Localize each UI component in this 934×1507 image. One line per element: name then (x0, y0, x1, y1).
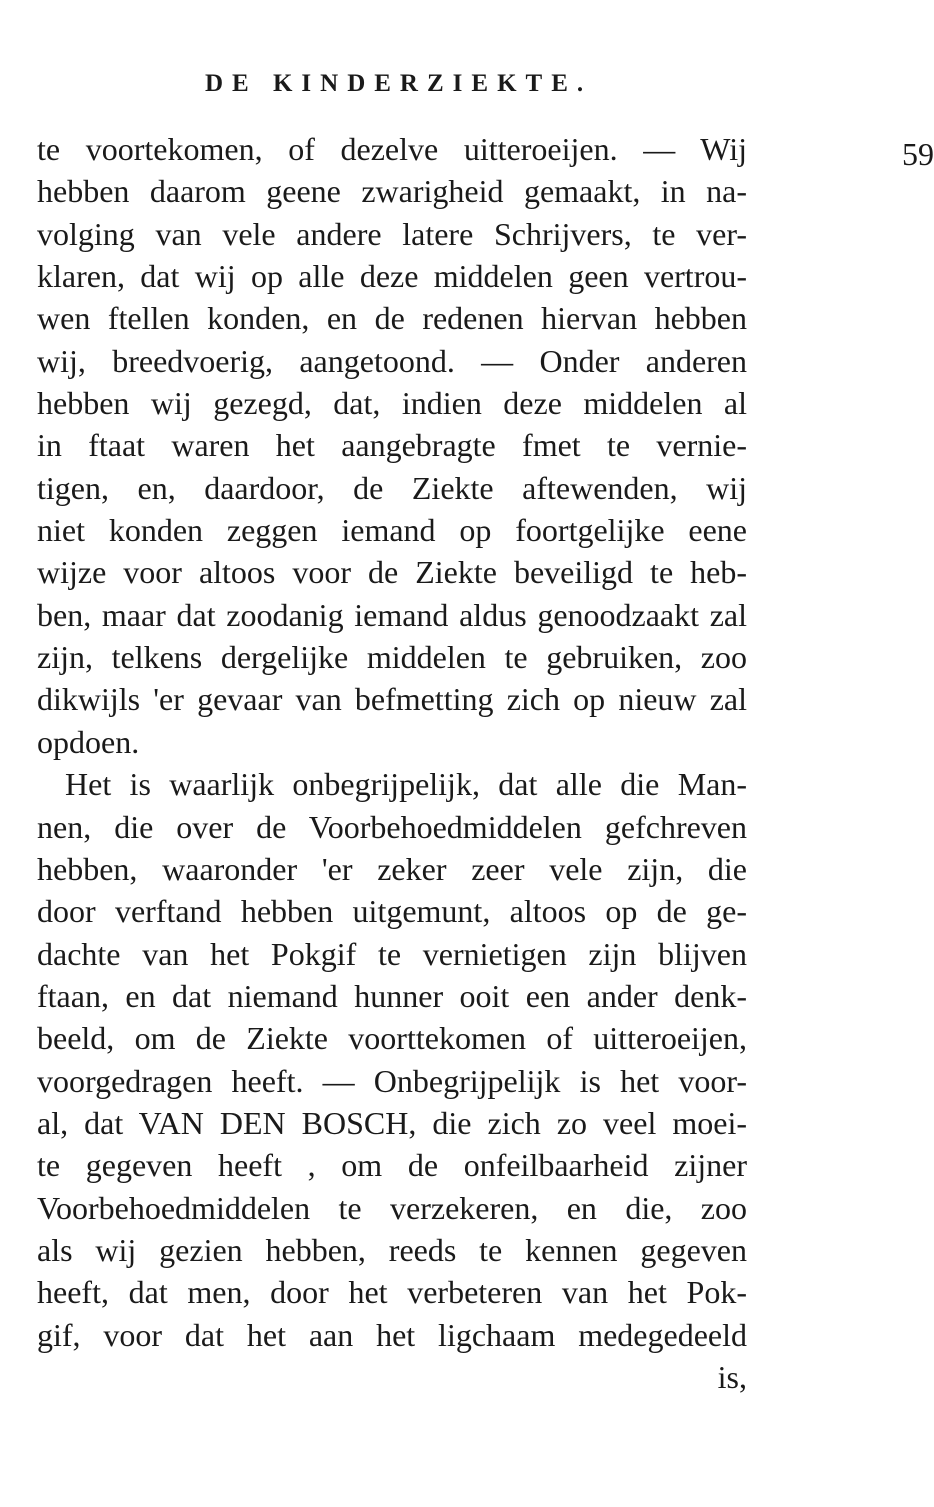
text-line: te voortekomen, of dezelve uitteroeijen. — Wij (37, 131, 747, 167)
text-line: door verftand hebben uitgemunt, altoos op de ge- (37, 893, 747, 930)
text-line: wij, breedvoerig, aangetoond. — Onder anderen (37, 342, 747, 379)
text-line: zijn, telkens dergelijke middelen te gebruiken, zoo (37, 639, 747, 676)
text-line: al, dat VAN DEN BOSCH, die zich zo veel moei- (37, 1104, 747, 1141)
running-title: DE KINDERZIEKTE. (205, 70, 593, 97)
body-text (37, 128, 747, 1398)
text-line: wijze voor altoos voor de Ziekte beveiligd te heb- (37, 554, 747, 591)
text-line: voorgedragen heeft. — Onbegrijpelijk is het voor- (37, 1062, 747, 1099)
text-line: in ftaat waren het aangebragte fmet te vernie- (37, 427, 747, 464)
text-line: klaren, dat wij op alle deze middelen geen vertrou- (37, 258, 747, 295)
text-line: wen ftellen konden, en de redenen hiervan hebben (37, 300, 747, 337)
text-line: nen, die over de Voorbehoedmiddelen gefchreven (37, 808, 747, 845)
text-line: ben, maar dat zoodanig iemand aldus genoodzaakt zal (37, 596, 747, 633)
text-line: dachte van het Pokgif te vernietigen zijn blijven (37, 935, 747, 972)
paragraph-start-line: Het is waarlijk onbegrijpelijk, dat alle die Man- (65, 766, 747, 803)
text-line: hebben daarom geene zwarigheid gemaakt, in na- (37, 173, 747, 210)
text-line: heeft, dat men, door het verbeteren van het Pok- (37, 1274, 747, 1311)
text-line: dikwijls 'er gevaar van befmetting zich op nieuw zal (37, 681, 747, 718)
text-line: Voorbehoedmiddelen te verzekeren, en die, zoo (37, 1189, 747, 1226)
text-line: hebben, waaronder 'er zeker zeer vele zijn, die (37, 850, 747, 887)
text-line: hebben wij gezegd, dat, indien deze middelen al (37, 385, 747, 422)
text-line: gif, voor dat het aan het ligchaam medegedeeld (37, 1316, 747, 1353)
text-line: als wij gezien hebben, reeds te kennen gegeven (37, 1231, 747, 1268)
page-number: 59 (902, 136, 934, 172)
text-line: te gegeven heeft , om de onfeilbaarheid zijner (37, 1147, 747, 1184)
text-line: tigen, en, daardoor, de Ziekte aftewenden, wij (37, 469, 747, 506)
text-line: ftaan, en dat niemand hunner ooit een ander denk- (37, 977, 747, 1014)
catchword: is, (717, 1358, 747, 1395)
paragraph-end-line: opdoen. (37, 723, 140, 760)
text-line: beeld, om de Ziekte voorttekomen of uitteroeijen, (37, 1020, 747, 1057)
text-line: niet konden zeggen iemand op foortgelijke eene (37, 512, 747, 549)
text-line: volging van vele andere latere Schrijvers, te ver- (37, 215, 747, 252)
